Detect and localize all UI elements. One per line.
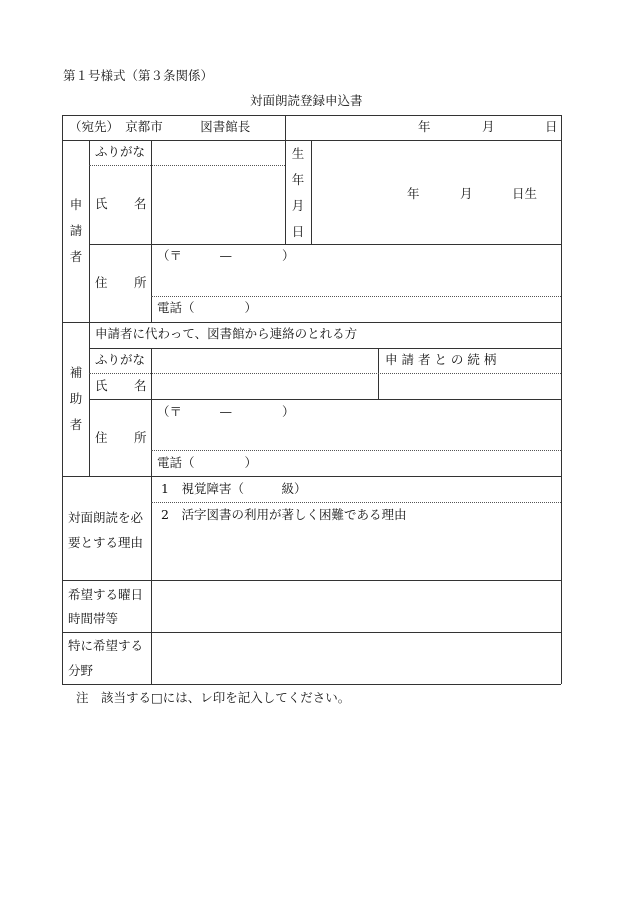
- header-day-label: 日: [545, 119, 558, 134]
- reason-option-print-difficulty[interactable]: 2 活字図書の利用が著しく困難である理由: [161, 507, 407, 522]
- assistant-name-label-1: 氏: [95, 378, 108, 393]
- reason-option-visual-impairment[interactable]: 1 視覚障害（ 級）: [161, 481, 307, 496]
- preferred-field-label-line1: 特に希望する: [68, 638, 144, 653]
- addressee-text: （宛先） 京都市 図書館長: [69, 119, 251, 134]
- reason-label-line1: 対面朗読を必: [68, 510, 144, 525]
- footnote: 注 該当する□には、レ印を記入してください。: [76, 690, 351, 705]
- assistant-address-label-1: 住: [95, 430, 108, 445]
- header-month-label: 月: [482, 119, 495, 134]
- assistant-name-field[interactable]: [152, 375, 378, 398]
- assistant-description: 申請者に代わって、図書館から連絡のとれる方: [95, 326, 358, 341]
- applicant-phone[interactable]: 電話（ ）: [157, 300, 258, 315]
- assistant-furigana-label: ふりがな: [95, 352, 146, 367]
- applicant-postal-code[interactable]: （〒 — ）: [157, 248, 295, 263]
- relation-field[interactable]: [380, 375, 560, 398]
- reason-label-line2: 要とする理由: [68, 535, 144, 550]
- relation-label: 申 請 者 と の 続 柄: [385, 352, 497, 367]
- form-number: 第１号様式（第３条関係）: [63, 68, 214, 83]
- preferred-day-label-line1: 希望する曜日: [68, 587, 144, 602]
- birthdate-label: 生 年 月 日: [291, 146, 305, 239]
- preferred-day-field[interactable]: [152, 581, 560, 631]
- assistant-address-label-2: 所: [134, 430, 147, 445]
- assistant-furigana-field[interactable]: [152, 353, 378, 372]
- assistant-postal-code[interactable]: （〒 — ）: [157, 404, 295, 419]
- header-year-label: 年: [418, 119, 431, 134]
- assistant-section-label: 補 助 者: [69, 365, 83, 432]
- reason-detail-field[interactable]: [152, 530, 560, 579]
- applicant-name-label-2: 名: [134, 196, 147, 211]
- birth-month-label: 月: [460, 186, 473, 201]
- applicant-furigana-field[interactable]: [152, 145, 285, 164]
- birth-year-label: 年: [407, 186, 420, 201]
- applicant-name-field[interactable]: [152, 167, 285, 243]
- birth-day-label: 日生: [512, 186, 538, 201]
- form-title: 対面朗読登録申込書: [250, 93, 363, 108]
- preferred-day-label-line2: 時間帯等: [68, 611, 119, 626]
- assistant-name-label-2: 名: [134, 378, 147, 393]
- preferred-field-label-line2: 分野: [68, 663, 94, 678]
- assistant-phone[interactable]: 電話（ ）: [157, 455, 258, 470]
- applicant-furigana-label: ふりがな: [95, 144, 146, 159]
- applicant-address-label-1: 住: [95, 275, 108, 290]
- applicant-section-label: 申 請 者: [69, 197, 83, 264]
- applicant-address-label-2: 所: [134, 275, 147, 290]
- applicant-name-label-1: 氏: [95, 196, 108, 211]
- preferred-field-field[interactable]: [152, 633, 560, 683]
